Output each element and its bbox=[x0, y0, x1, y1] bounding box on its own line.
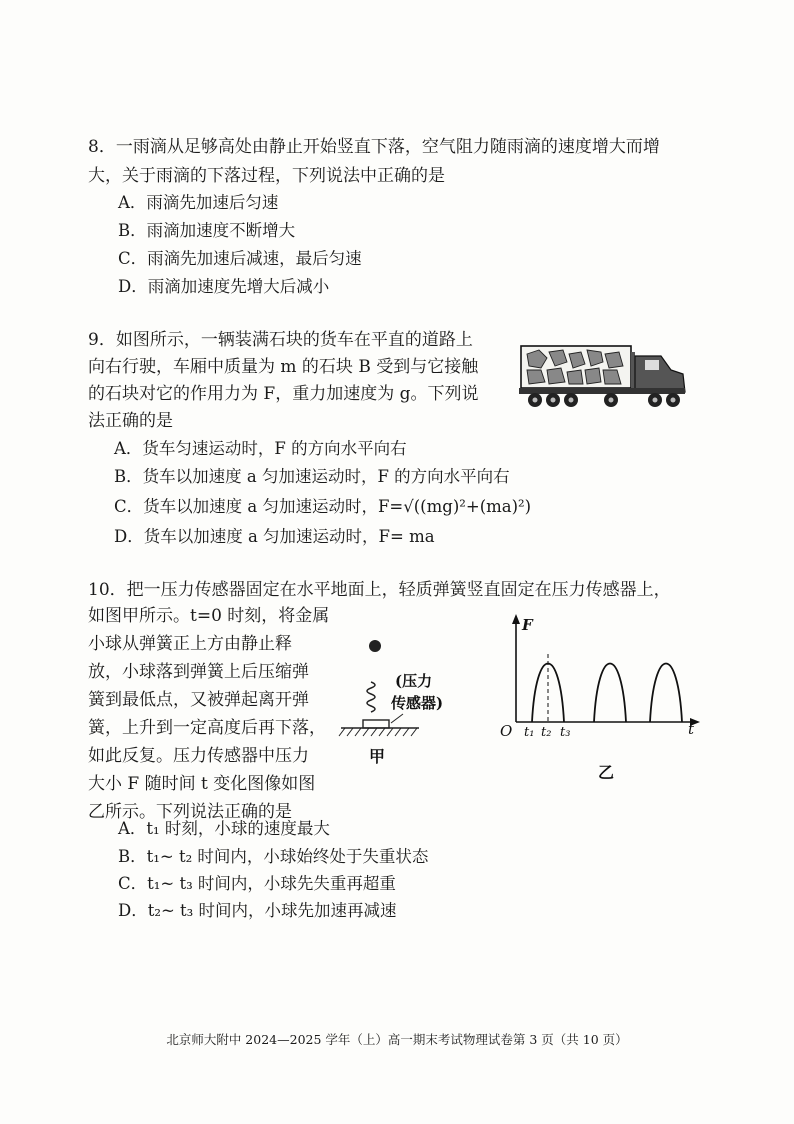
ground-hatching bbox=[339, 728, 417, 736]
q10-option-b[interactable]: B．t₁~ t₂ 时间内，小球始终处于失重状态 bbox=[118, 847, 429, 866]
q8-stem-line1: 8．一雨滴从足够高处由静止开始竖直下落，空气阻力随雨滴的速度增大而增 bbox=[88, 137, 660, 157]
q9-stem-line4: 法正确的是 bbox=[88, 411, 173, 431]
q10-option-d[interactable]: D．t₂~ t₃ 时间内，小球先加速再减速 bbox=[118, 901, 397, 920]
origin-label: O bbox=[500, 722, 513, 740]
q10-option-c[interactable]: C．t₁~ t₃ 时间内，小球先失重再超重 bbox=[118, 874, 396, 893]
figure-yi-caption: 乙 bbox=[598, 763, 615, 782]
q8-option-d[interactable]: D．雨滴加速度先增大后减小 bbox=[118, 277, 330, 296]
q10-body-line2: 小球从弹簧正上方由静止释 bbox=[88, 634, 292, 654]
truck-cab bbox=[635, 356, 685, 392]
q9-stem-line2: 向右行驶，车厢中质量为 m 的石块 B 受到与它接触 bbox=[88, 357, 479, 377]
force-pulse-2 bbox=[594, 664, 626, 723]
spring bbox=[367, 682, 375, 712]
q9-stem-line3: 的石块对它的作用力为 F，重力加速度为 g。下列说 bbox=[88, 384, 479, 404]
q10-body-line8: 乙所示。下列说法正确的是 bbox=[88, 802, 292, 822]
q8-option-a[interactable]: A．雨滴先加速后匀速 bbox=[118, 193, 279, 212]
q10-body-line4: 簧到最低点，又被弹起离开弹 bbox=[88, 690, 309, 710]
sensor-label-line2: 传感器) bbox=[391, 694, 444, 712]
force-pulse-3 bbox=[650, 664, 682, 723]
q9-stem-line1: 9．如图所示，一辆装满石块的货车在平直的道路上 bbox=[88, 330, 473, 350]
figure-yi-graph bbox=[488, 612, 708, 792]
x-axis-label: t bbox=[688, 720, 695, 738]
q10-stem-line1: 10．把一压力传感器固定在水平地面上，轻质弹簧竖直固定在压力传感器上， bbox=[88, 580, 671, 600]
tick-label-t2: t₂ bbox=[541, 725, 552, 740]
pressure-sensor bbox=[363, 720, 389, 728]
y-axis-label: F bbox=[522, 616, 533, 634]
q10-body-line6: 如此反复。压力传感器中压力 bbox=[88, 746, 309, 766]
q10-body-line3: 放，小球落到弹簧上后压缩弹 bbox=[88, 662, 309, 682]
q10-body-line1: 如图甲所示。t=0 时刻，将金属 bbox=[88, 606, 330, 626]
q10-body-line7: 大小 F 随时间 t 变化图像如图 bbox=[88, 774, 316, 794]
figure-jia bbox=[335, 630, 465, 772]
tick-label-t1: t₁ bbox=[524, 725, 535, 740]
y-axis-arrow bbox=[512, 614, 520, 624]
q9-option-c[interactable]: C．货车以加速度 a 匀加速运动时，F=√((mg)²+(ma)²) bbox=[114, 497, 532, 516]
truck-stones bbox=[527, 350, 623, 384]
q8-option-c[interactable]: C．雨滴先加速后减速，最后匀速 bbox=[118, 249, 362, 268]
sensor-label-line1: (压力 bbox=[395, 672, 433, 690]
tick-label-t3: t₃ bbox=[560, 725, 571, 740]
page-footer: 北京师大附中 2024—2025 学年（上）高一期末考试物理试卷第 3 页（共 10 页） bbox=[166, 1032, 628, 1047]
q10-body-line5: 簧，上升到一定高度后再下落， bbox=[88, 718, 326, 738]
q8-stem-line2: 大，关于雨滴的下落过程，下列说法中正确的是 bbox=[88, 166, 445, 186]
metal-ball bbox=[369, 640, 381, 652]
q8-option-b[interactable]: B．雨滴加速度不断增大 bbox=[118, 221, 296, 240]
q9-option-b[interactable]: B．货车以加速度 a 匀加速运动时，F 的方向水平向右 bbox=[114, 467, 510, 486]
q10-option-a[interactable]: A．t₁ 时刻，小球的速度最大 bbox=[118, 819, 330, 838]
q9-option-d[interactable]: D．货车以加速度 a 匀加速运动时，F= ma bbox=[114, 527, 435, 546]
q9-option-a[interactable]: A．货车匀速运动时，F 的方向水平向右 bbox=[114, 439, 407, 458]
sensor-leader-line bbox=[391, 714, 403, 723]
figure-jia-caption: 甲 bbox=[369, 747, 386, 766]
truck-window bbox=[645, 360, 659, 370]
truck-figure bbox=[515, 340, 690, 412]
truck-chassis bbox=[519, 388, 685, 394]
